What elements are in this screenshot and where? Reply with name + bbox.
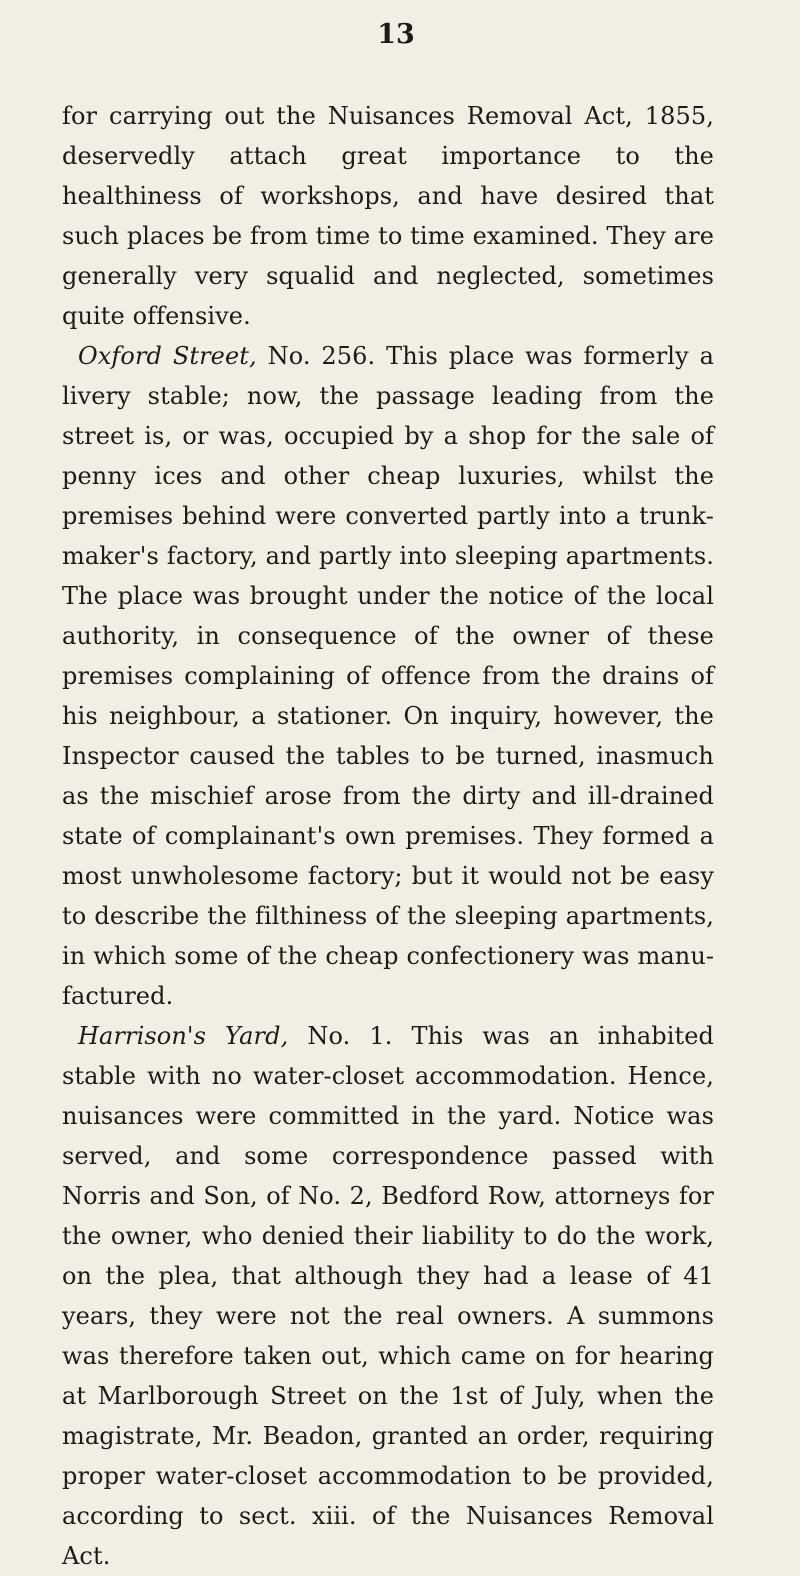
paragraph-1-text: for carrying out the Nuisances Removal Act, 1855, deservedly attach great importance to the healthiness of workshops, and have desired that such places be from time to time examined. They are generally very squalid and neglected, sometimes quite offensive. bbox=[62, 102, 714, 330]
paragraph-2 bbox=[62, 336, 714, 1016]
paragraph-2-heading: Oxford Street, bbox=[78, 342, 257, 370]
body-text bbox=[62, 96, 714, 1576]
paragraph-3 bbox=[62, 1016, 714, 1576]
paragraph-3-text: No. 1. This was an inhabited stable with no water-closet accommodation. Hence, nuisances were committed in the yard. Notice was served, and some correspondence passed with Norris and Son, of No. 2, Bedford Row, attorneys for the owner, who denied their liability to do the work, on the plea, that although they had a lease of 41 years, they were not the real owners. A summons was therefore taken out, which came on for hearing at Marlborough Street on the 1st of July, when the magistrate, Mr. Beadon, granted an order, requiring proper water-closet accommodation to be provided, according to sect. xiii. of the Nuisances Removal Act. bbox=[62, 1022, 714, 1570]
paragraph-2-text: No. 256. This place was formerly a livery stable; now, the passage leading from the street is, or was, occupied by a shop for the sale of penny ices and other cheap luxuries, whilst the premises behind were converted partly into a trunk-maker's factory, and partly into sleeping apartments. The place was brought under the notice of the local authority, in consequence of the owner of these premises complaining of offence from the drains of his neighbour, a stationer. On inquiry, however, the Inspector caused the tables to be turned, inasmuch as the mischief arose from the dirty and ill-drained state of complainant's own premises. They formed a most unwholesome factory; but it would not be easy to describe the filthiness of the sleeping apartments, in which some of the cheap confectionery was manufactured. bbox=[62, 342, 714, 1010]
paragraph-1 bbox=[62, 96, 714, 336]
paragraph-3-heading: Harrison's Yard, bbox=[78, 1022, 289, 1050]
page-number: 13 bbox=[377, 19, 415, 50]
